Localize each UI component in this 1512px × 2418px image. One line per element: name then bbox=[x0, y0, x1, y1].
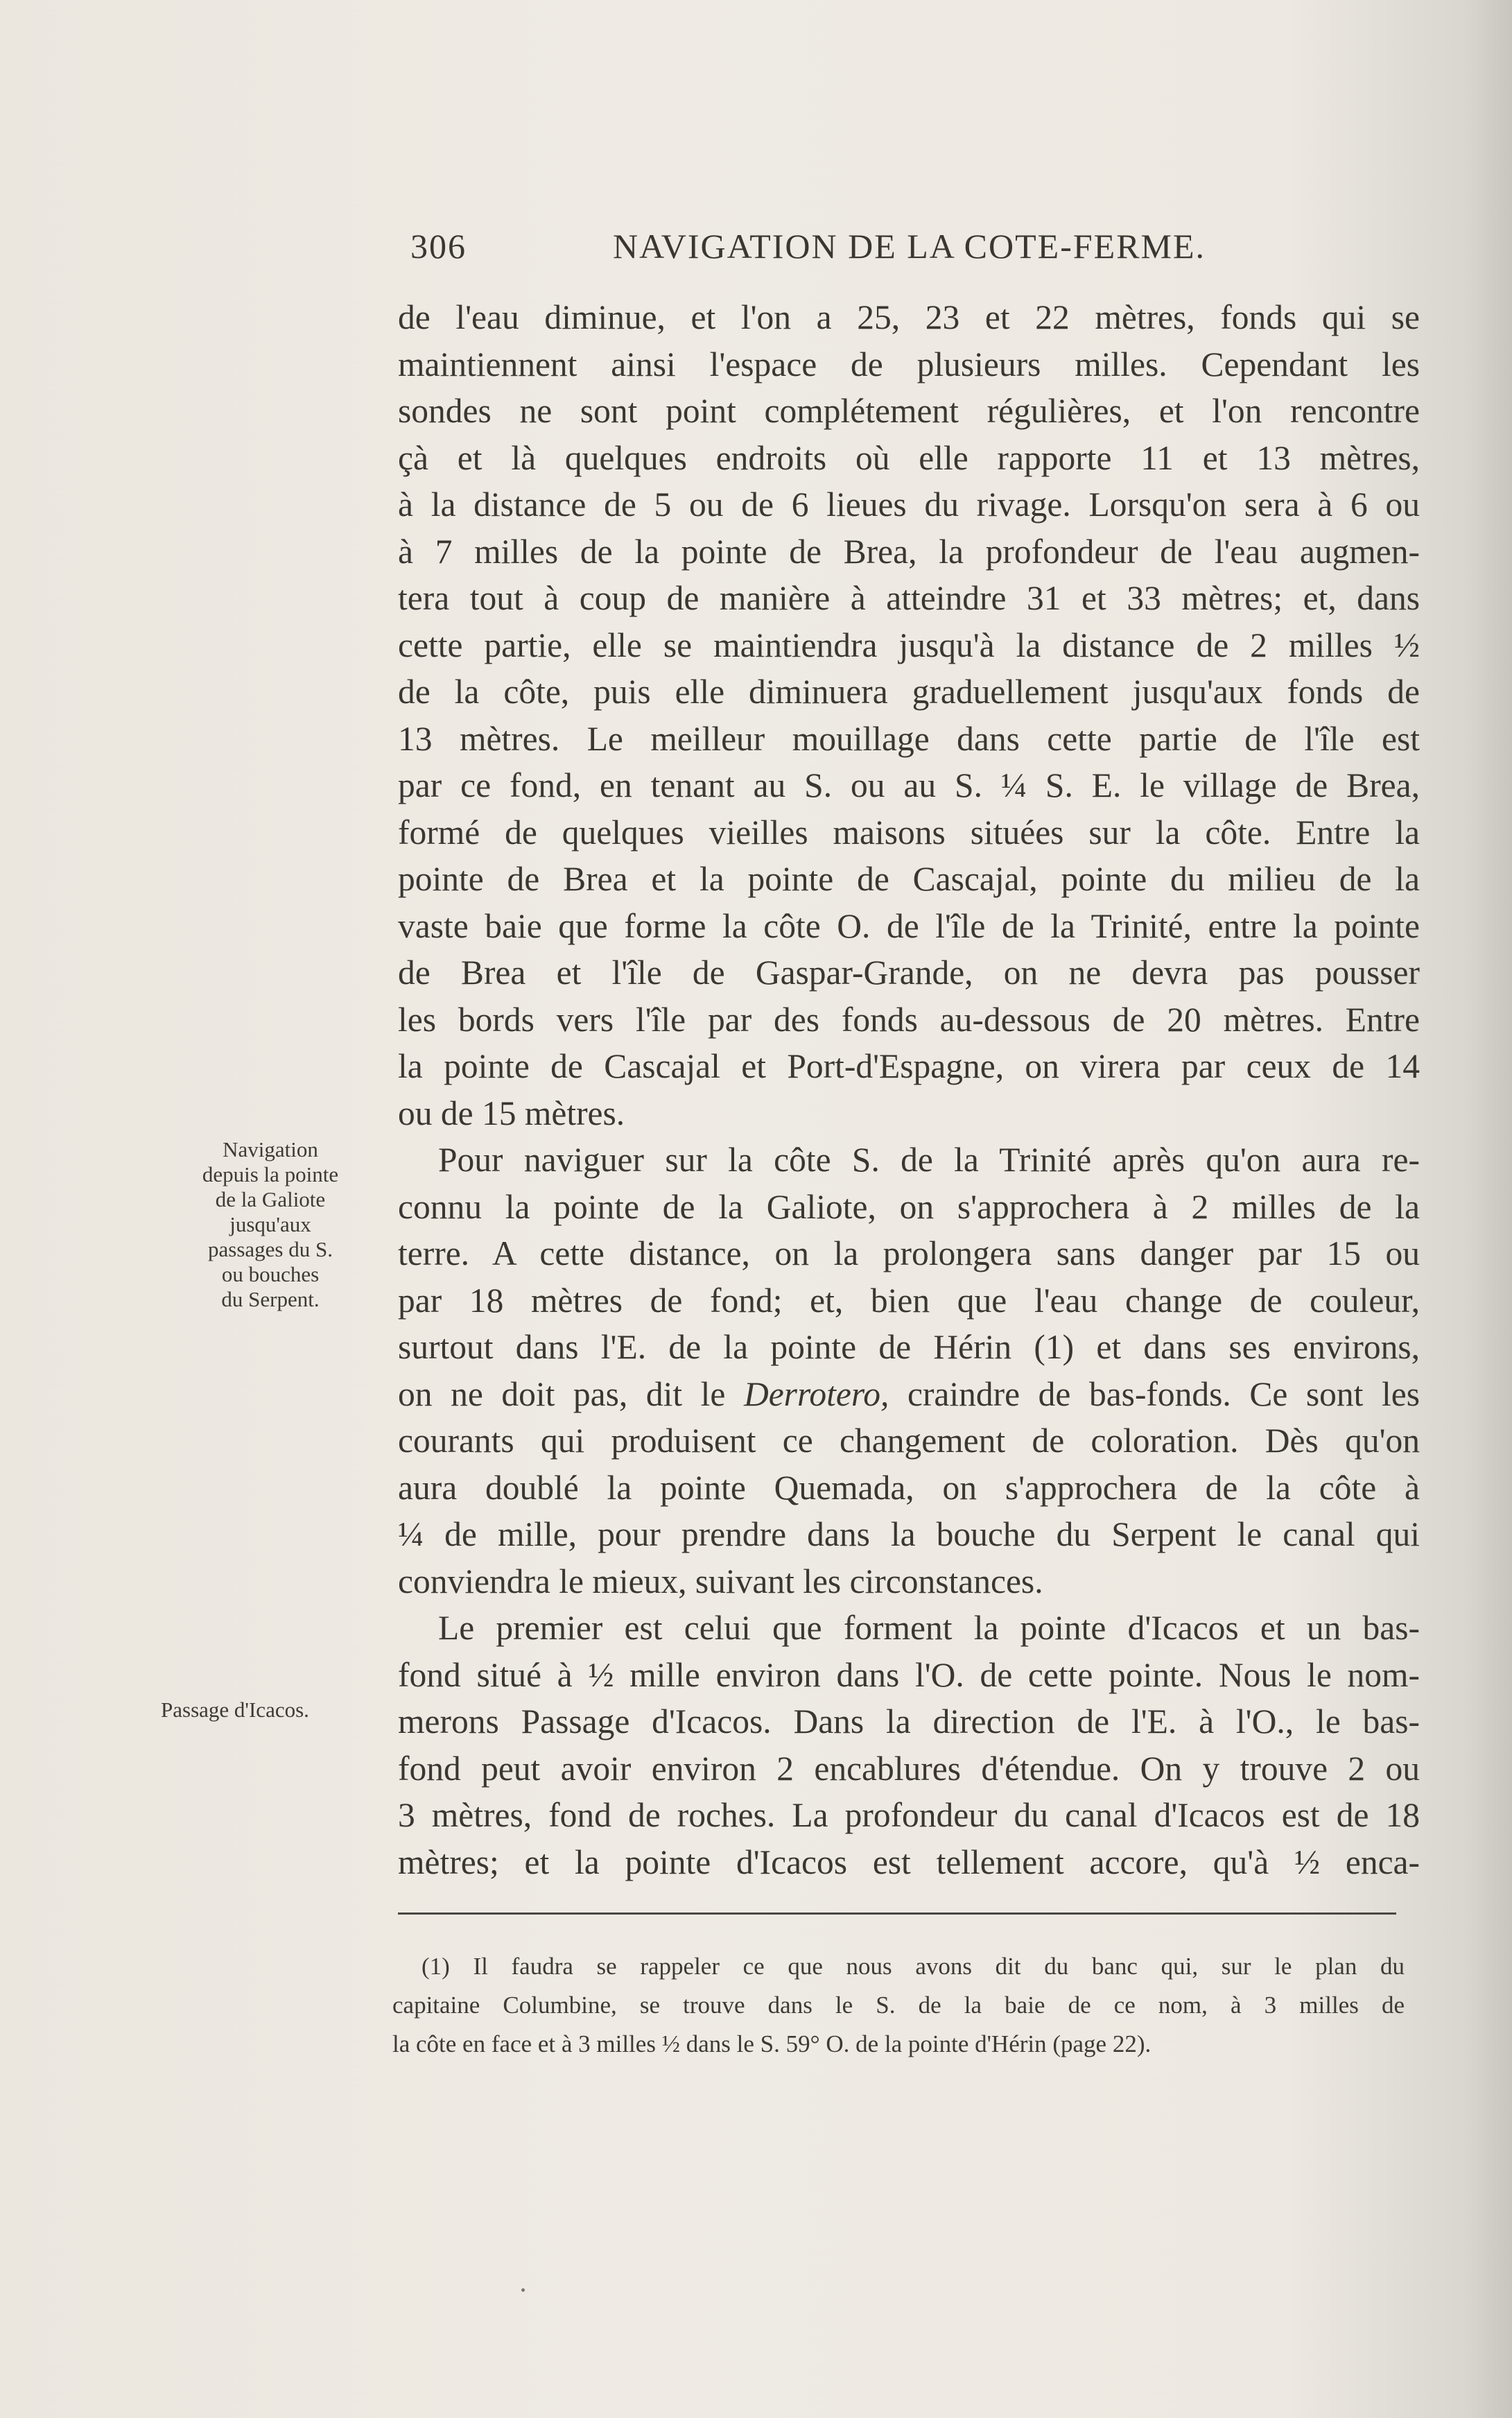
margin-note-line: de la Galiote bbox=[215, 1187, 326, 1211]
text-line: fond peut avoir environ 2 encablures d'étendue. On y trouve 2 ou bbox=[398, 1749, 1420, 1788]
page-header bbox=[410, 226, 1277, 275]
text-line: terre. A cette distance, on la prolongera sans danger par 15 ou bbox=[398, 1234, 1420, 1272]
text-line: surtout dans l'E. de la pointe de Hérin (1) et dans ses environs, bbox=[398, 1328, 1420, 1366]
text-line: conviendra le mieux, suivant les circonstances. bbox=[398, 1562, 1043, 1600]
italic-word: Derrotero, bbox=[743, 1374, 889, 1413]
text-line: Le premier est celui que forment la pointe d'Icacos et un bas- bbox=[438, 1609, 1420, 1647]
text-line: 3 mètres, fond de roches. La profondeur du canal d'Icacos est de 18 bbox=[398, 1796, 1420, 1834]
margin-note-passage: Passage d'Icacos. bbox=[161, 1698, 309, 1722]
text-line: par 18 mètres de fond; et, bien que l'eau change de couleur, bbox=[398, 1281, 1420, 1320]
text-line: de Brea et l'île de Gaspar-Grande, on ne devra pas pousser bbox=[398, 953, 1420, 992]
text-line: sondes ne sont point complétement régulières, et l'on rencontre bbox=[398, 392, 1420, 430]
text-line: formé de quelques vieilles maisons situées sur la côte. Entre la bbox=[398, 813, 1420, 852]
text-line: la pointe de Cascajal et Port-d'Espagne, on virera par ceux de 14 bbox=[398, 1047, 1420, 1085]
text-line: aura doublé la pointe Quemada, on s'approchera de la côte à bbox=[398, 1468, 1420, 1507]
text-line: de l'eau diminue, et l'on a 25, 23 et 22 mètres, fonds qui se bbox=[398, 298, 1420, 336]
footnote-line: capitaine Columbine, se trouve dans le S. de la baie de ce nom, à 3 milles de bbox=[392, 1992, 1405, 2019]
margin-note-navigation bbox=[166, 1137, 374, 1312]
text-line: à 7 milles de la pointe de Brea, la profondeur de l'eau augmen- bbox=[398, 532, 1420, 571]
footnote-rule bbox=[398, 1912, 1396, 1915]
text-line: mètres; et la pointe d'Icacos est tellement accore, qu'à ½ enca- bbox=[398, 1842, 1420, 1881]
text-line: 13 mètres. Le meilleur mouillage dans cette partie de l'île est bbox=[398, 719, 1420, 758]
text-line: ¼ de mille, pour prendre dans la bouche du Serpent le canal qui bbox=[398, 1515, 1420, 1553]
text-line: tera tout à coup de manière à atteindre 31 et 33 mètres; et, dans bbox=[398, 579, 1420, 617]
text-line: pointe de Brea et la pointe de Cascajal, pointe du milieu de la bbox=[398, 860, 1420, 898]
text-line: çà et là quelques endroits où elle rapporte 11 et 13 mètres, bbox=[398, 438, 1420, 477]
speck-mark bbox=[521, 2288, 525, 2292]
text-segment: on ne doit pas, dit le bbox=[398, 1374, 744, 1413]
text-line: de la côte, puis elle diminuera graduellement jusqu'aux fonds de bbox=[398, 673, 1420, 711]
text-line: connu la pointe de la Galiote, on s'approchera à 2 milles de la bbox=[398, 1187, 1420, 1226]
margin-note-line: ou bouches bbox=[221, 1262, 320, 1286]
text-line: les bords vers l'île par des fonds au-dessous de 20 mètres. Entre bbox=[398, 1000, 1420, 1039]
text-line: ou de 15 mètres. bbox=[398, 1094, 625, 1132]
text-line: cette partie, elle se maintiendra jusqu'à la distance de 2 milles ½ bbox=[398, 625, 1420, 664]
page-number: 306 bbox=[410, 227, 467, 266]
text-line: maintiennent ainsi l'espace de plusieurs milles. Cependant les bbox=[398, 345, 1420, 383]
text-line: courants qui produisent ce changement de coloration. Dès qu'on bbox=[398, 1422, 1420, 1460]
text-line: vaste baie que forme la côte O. de l'île de la Trinité, entre la pointe bbox=[398, 906, 1420, 945]
text-line: Pour naviguer sur la côte S. de la Trinité après qu'on aura re- bbox=[438, 1141, 1420, 1179]
text-line: par ce fond, en tenant au S. ou au S. ¼ S. E. le village de Brea, bbox=[398, 766, 1420, 804]
body-text bbox=[398, 294, 1420, 1885]
margin-note-line: depuis la pointe bbox=[202, 1162, 339, 1186]
text-line-with-italic bbox=[398, 1371, 1420, 1418]
margin-note-line: jusqu'aux bbox=[229, 1212, 311, 1236]
text-line: fond situé à ½ mille environ dans l'O. de cette pointe. Nous le nom- bbox=[398, 1655, 1420, 1694]
text-segment: craindre de bas-fonds. Ce sont les bbox=[889, 1374, 1420, 1413]
footnote-line: la côte en face et à 3 milles ½ dans le S. 59° O. de la pointe d'Hérin (page 22). bbox=[392, 2030, 1152, 2057]
margin-note-line: Navigation bbox=[223, 1137, 318, 1161]
running-title: NAVIGATION DE LA COTE-FERME. bbox=[613, 227, 1206, 266]
margin-note-line: passages du S. bbox=[208, 1237, 333, 1261]
footnote bbox=[392, 1947, 1405, 2064]
text-line: à la distance de 5 ou de 6 lieues du rivage. Lorsqu'on sera à 6 ou bbox=[398, 485, 1420, 524]
footnote-line: (1) Il faudra se rappeler ce que nous avons dit du banc qui, sur le plan du bbox=[422, 1953, 1405, 1980]
margin-note-line: du Serpent. bbox=[221, 1287, 320, 1311]
text-line: merons Passage d'Icacos. Dans la direction de l'E. à l'O., le bas- bbox=[398, 1702, 1420, 1741]
